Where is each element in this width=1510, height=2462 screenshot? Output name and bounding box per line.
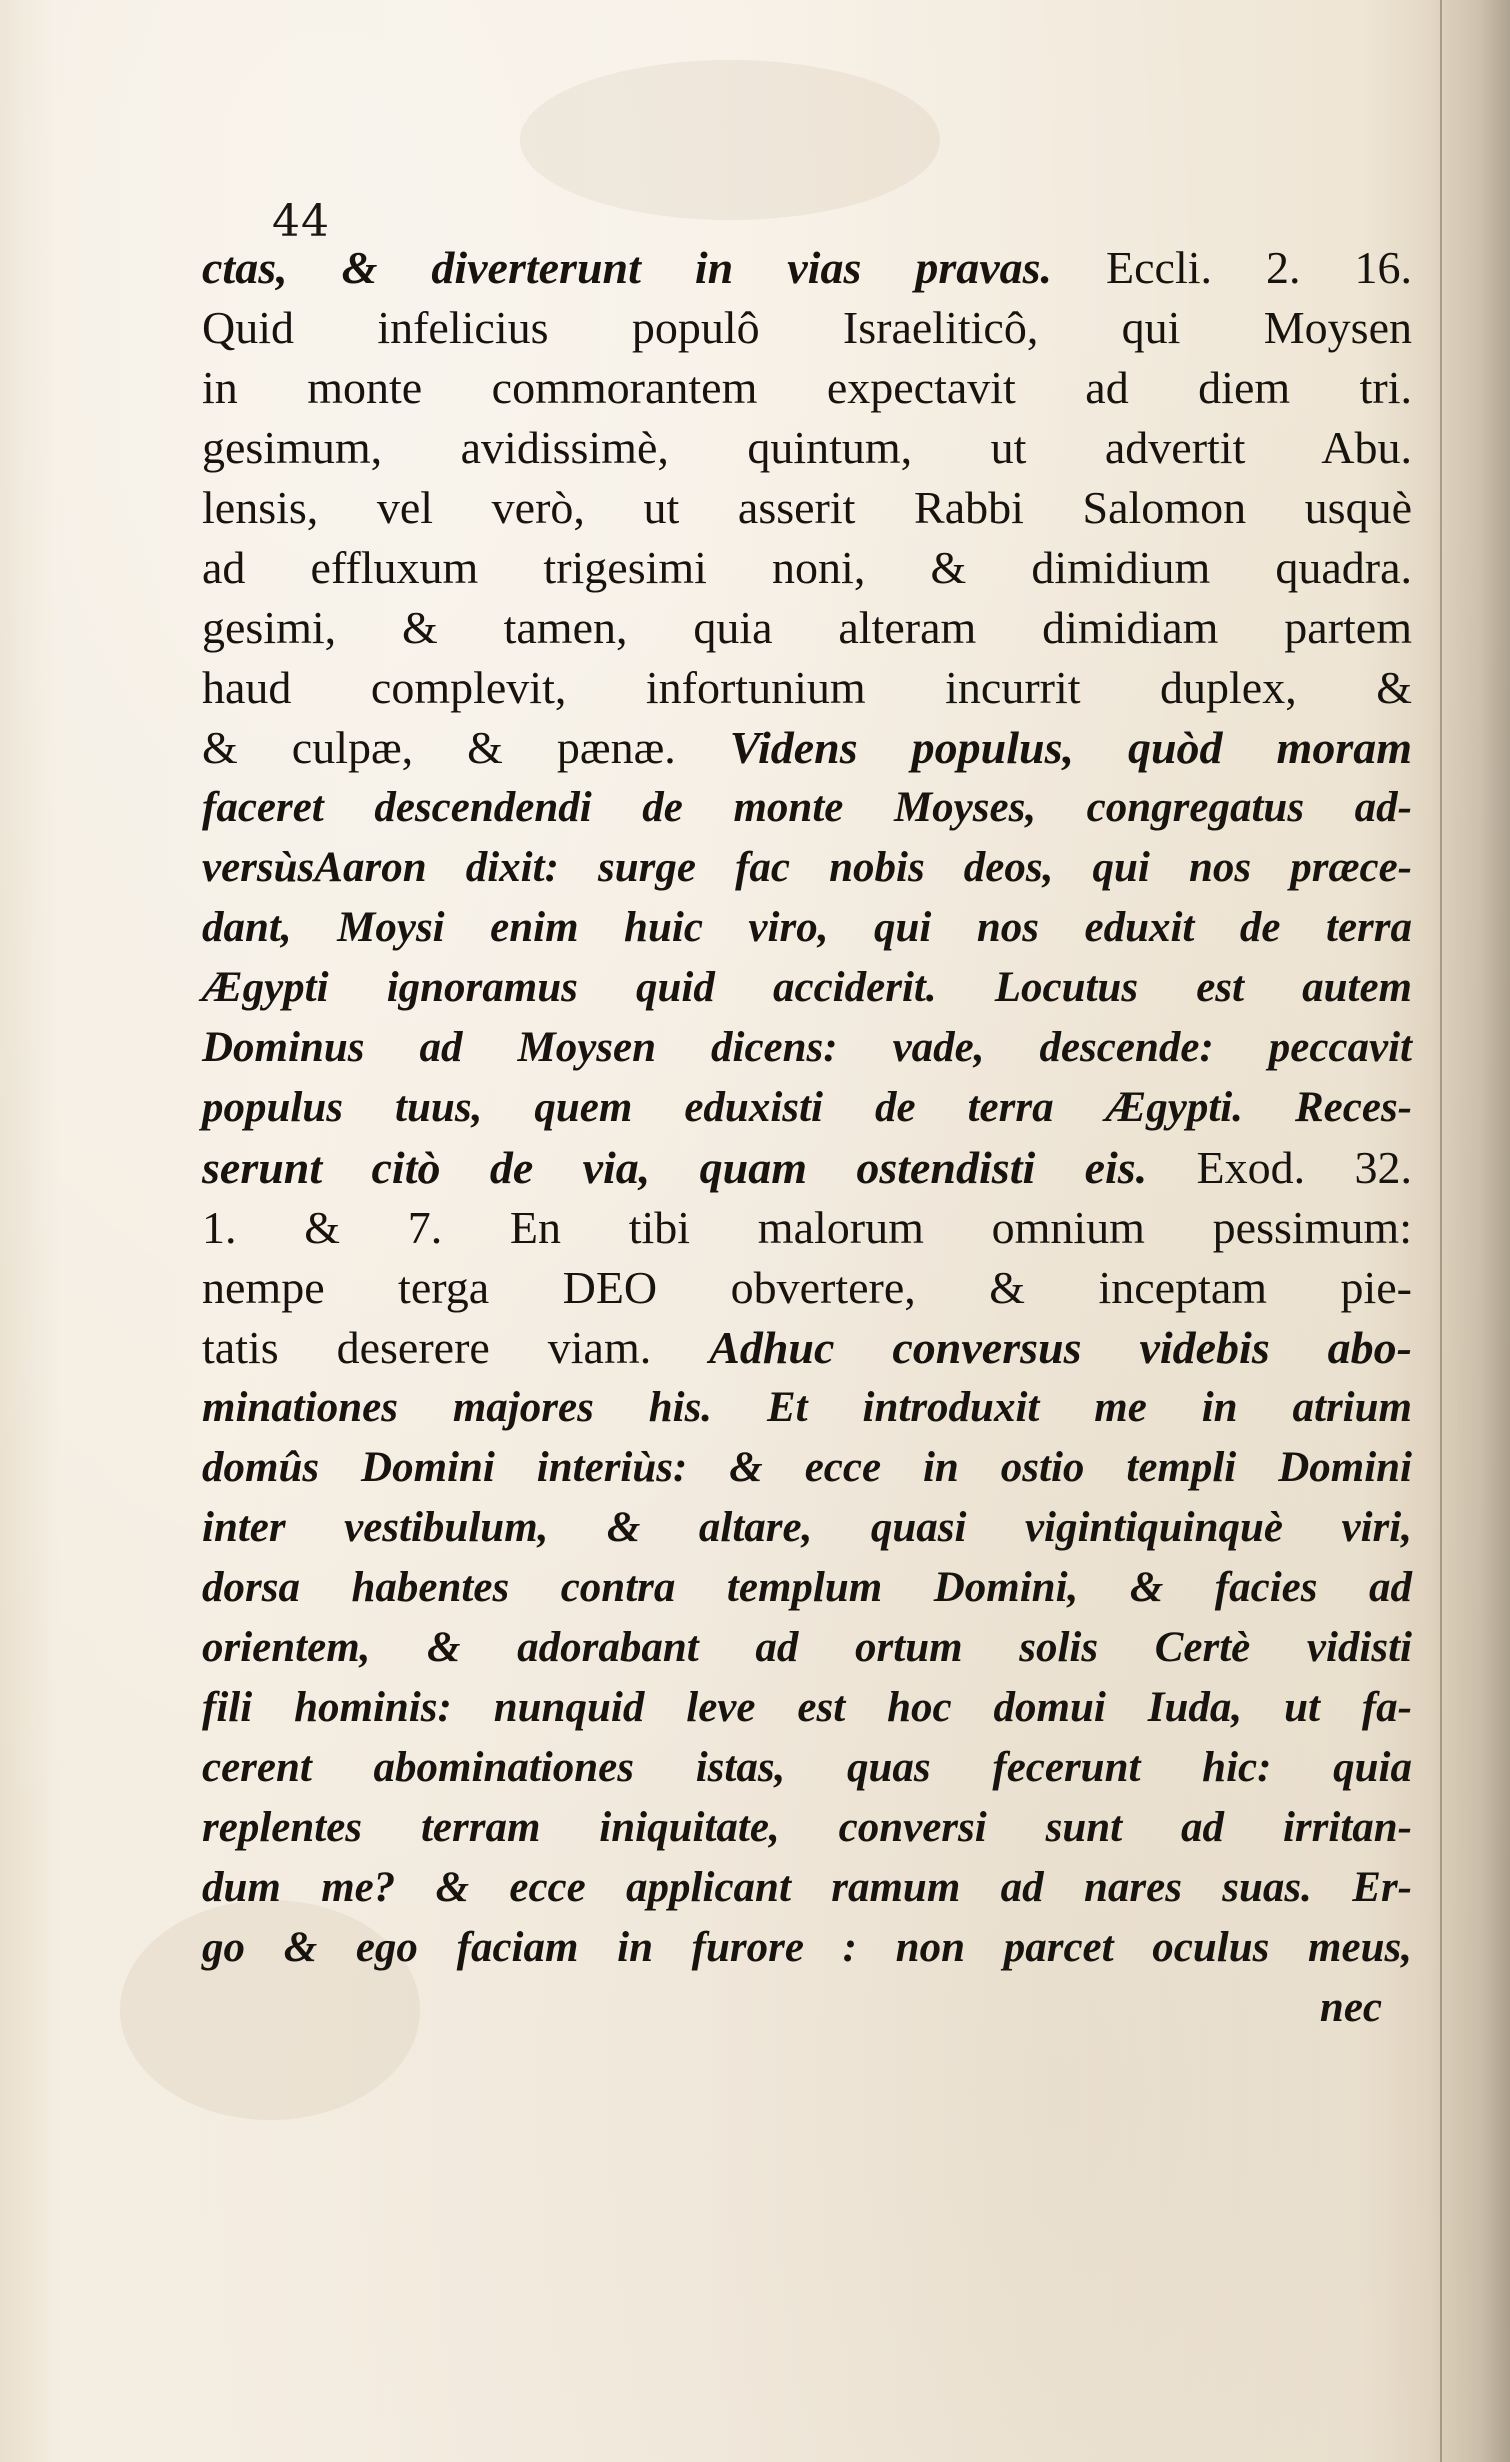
text-segment: fili hominis: nunquid leve est hoc domui Iuda, ut fa- [202, 1684, 1412, 1731]
text-line [202, 358, 1412, 418]
text-line [202, 1558, 1412, 1618]
text-line [202, 1078, 1412, 1138]
text-line [202, 1018, 1412, 1078]
text-line [202, 958, 1412, 1018]
text-segment: gesimum, avidissimè, quintum, ut advertit Abu. [202, 422, 1412, 473]
text-line [202, 838, 1412, 898]
text-segment: go & ego faciam in furore : non parcet oculus meus, [202, 1924, 1412, 1971]
text-segment: inter vestibulum, & altare, quasi vigintiquinquè viri, [202, 1504, 1412, 1551]
text-segment: tatis deserere viam. [202, 1322, 710, 1373]
text-segment: serunt citò de via, quam ostendisti eis. [202, 1142, 1148, 1193]
paper-stain [520, 60, 940, 220]
text-segment: domûs Domini interiùs: & ecce in ostio templi Domini [202, 1444, 1412, 1491]
text-line [202, 778, 1412, 838]
text-segment: lensis, vel verò, ut asserit Rabbi Salomon usquè [202, 482, 1412, 533]
text-segment: Exod. 32. [1147, 1142, 1412, 1193]
text-line [202, 538, 1412, 598]
text-segment: Adhuc conversus videbis abo- [709, 1322, 1412, 1373]
text-line [202, 898, 1412, 958]
text-segment: nempe terga DEO obvertere, & inceptam pie- [202, 1262, 1412, 1313]
text-line [202, 418, 1412, 478]
text-line [202, 1678, 1412, 1738]
text-segment: minationes majores his. Et introduxit me in atrium [202, 1384, 1412, 1431]
text-segment: cerent abominationes istas, quas fecerunt hic: quia [202, 1744, 1412, 1791]
text-line [202, 1738, 1412, 1798]
text-segment: replentes terram iniquitate, conversi sunt ad irritan- [202, 1804, 1412, 1851]
gutter-shadow [1430, 0, 1510, 2462]
text-segment: dum me? & ecce applicant ramum ad nares suas. Er- [202, 1864, 1412, 1911]
text-line [202, 1618, 1412, 1678]
text-segment: nec [1319, 1984, 1382, 2031]
text-segment: orientem, & adorabant ad ortum solis Certè vidisti [202, 1624, 1412, 1671]
text-segment: ctas, & diverterunt in vias pravas. [202, 242, 1053, 293]
text-line [202, 1918, 1412, 1978]
text-segment: Videns populus, quòd moram [729, 722, 1413, 773]
text-line [202, 478, 1412, 538]
text-line [202, 658, 1412, 718]
text-segment: dant, Moysi enim huic viro, qui nos eduxit de terra [202, 904, 1412, 951]
text-segment: haud complevit, infortunium incurrit duplex, & [202, 662, 1412, 713]
text-segment: ad effluxum trigesimi noni, & dimidium quadra. [202, 542, 1412, 593]
text-line [202, 1258, 1412, 1318]
body-text [202, 238, 1412, 2038]
text-segment: populus tuus, quem eduxisti de terra Ægypti. Reces- [202, 1084, 1412, 1131]
text-segment: & culpæ, & pænæ. [202, 722, 730, 773]
text-line [202, 1138, 1412, 1198]
text-line [202, 1318, 1412, 1378]
text-segment: faceret descendendi de monte Moyses, congregatus ad- [202, 784, 1412, 831]
text-segment: gesimi, & tamen, quia alteram dimidiam partem [202, 602, 1412, 653]
text-segment: Dominus ad Moysen dicens: vade, descende: peccavit [202, 1024, 1412, 1071]
text-segment: Eccli. 2. 16. [1052, 242, 1412, 293]
text-line [202, 1498, 1412, 1558]
text-line [202, 1858, 1412, 1918]
text-line [202, 598, 1412, 658]
text-line [202, 1198, 1412, 1258]
text-segment: in monte commorantem expectavit ad diem tri. [202, 362, 1412, 413]
text-line [202, 718, 1412, 778]
page-number: 44 [272, 196, 330, 247]
text-segment: Quid infelicius populô Israeliticô, qui Moysen [202, 302, 1412, 353]
text-line [202, 1798, 1412, 1858]
text-line [202, 238, 1412, 298]
text-line [202, 1378, 1412, 1438]
text-line [202, 298, 1412, 358]
text-segment: dorsa habentes contra templum Domini, & facies ad [202, 1564, 1412, 1611]
text-segment: Ægypti ignoramus quid acciderit. Locutus est autem [202, 964, 1412, 1011]
text-line [202, 1438, 1412, 1498]
text-segment: 1. & 7. En tibi malorum omnium pessimum: [202, 1202, 1412, 1253]
text-line [202, 1978, 1412, 2038]
text-segment: versùsAaron dixit: surge fac nobis deos, qui nos præce- [202, 844, 1412, 891]
page-edge [1440, 0, 1442, 2462]
